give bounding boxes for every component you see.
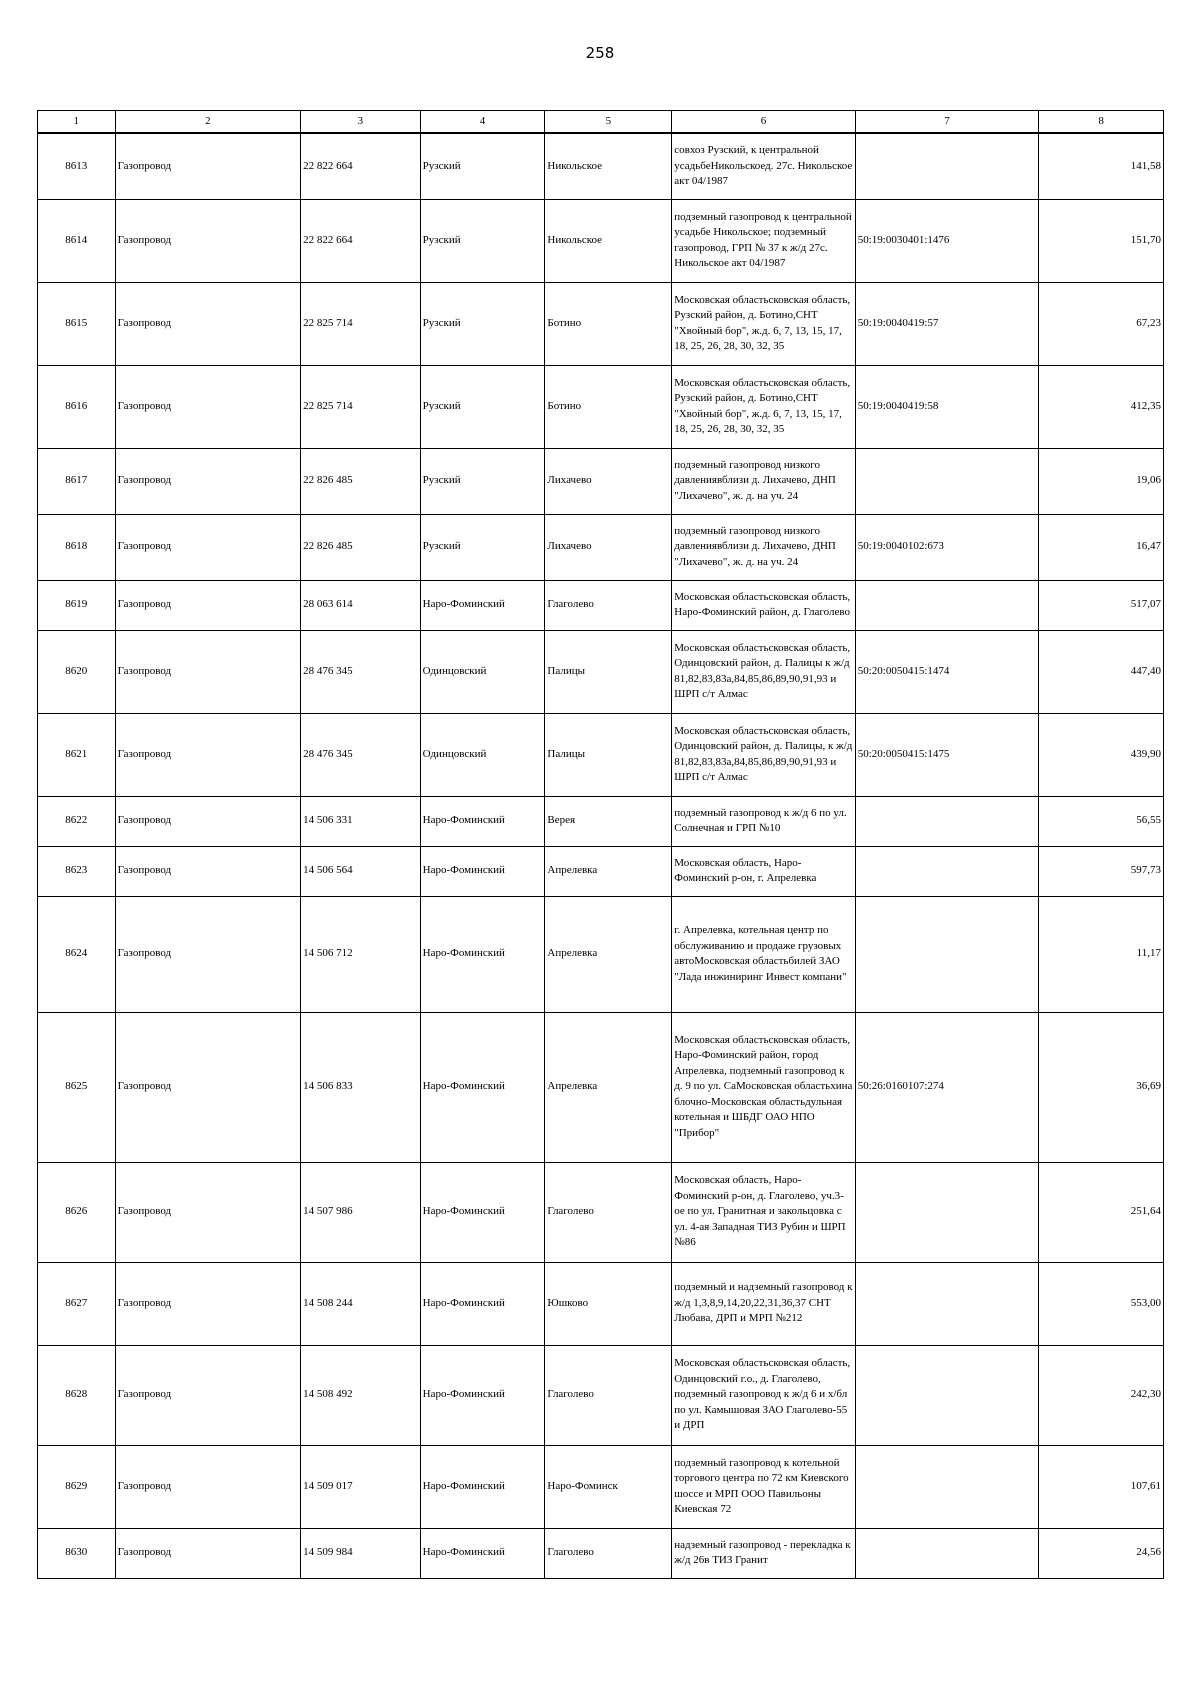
code-cell: 14 509 984 — [301, 1528, 421, 1578]
district-cell: Рузский — [420, 282, 545, 365]
code-cell: 14 508 244 — [301, 1262, 421, 1345]
table-row — [38, 896, 1164, 1012]
table-row — [38, 630, 1164, 713]
district-cell: Рузский — [420, 365, 545, 448]
code-cell: 14 506 712 — [301, 896, 421, 1012]
column-header: 1 — [38, 111, 116, 134]
cadastral-number-cell — [855, 448, 1038, 514]
address-cell: подземный газопровод низкого давлениявблизи д. Лихачево, ДНП "Лихачево", ж. д. на уч. 24 — [672, 448, 855, 514]
code-cell: 14 507 986 — [301, 1162, 421, 1262]
object-type-cell: Газопровод — [115, 199, 301, 282]
column-header: 5 — [545, 111, 672, 134]
page-number: 258 — [585, 44, 615, 62]
row-number-cell: 8619 — [38, 580, 116, 630]
locality-cell: Верея — [545, 796, 672, 846]
district-cell: Рузский — [420, 199, 545, 282]
row-number-cell: 8630 — [38, 1528, 116, 1578]
address-cell: совхоз Рузский, к центральной усадьбеНикольскоед. 27с. Никольское акт 04/1987 — [672, 133, 855, 199]
district-cell: Рузский — [420, 448, 545, 514]
cadastral-number-cell: 50:19:0030401:1476 — [855, 199, 1038, 282]
district-cell: Наро-Фоминский — [420, 580, 545, 630]
row-number-cell: 8616 — [38, 365, 116, 448]
cadastral-number-cell — [855, 1262, 1038, 1345]
row-number-cell: 8618 — [38, 514, 116, 580]
locality-cell: Глаголево — [545, 1528, 672, 1578]
length-value-cell: 412,35 — [1039, 365, 1164, 448]
length-value-cell: 16,47 — [1039, 514, 1164, 580]
row-number-cell: 8615 — [38, 282, 116, 365]
address-cell: Московская областьсковская область, Одинцовский район, д. Палицы, к ж/д 81,82,83,83а,84,85,86,89,90,91,93 и ШРП с/т Алмас — [672, 713, 855, 796]
object-type-cell: Газопровод — [115, 1162, 301, 1262]
cadastral-number-cell — [855, 796, 1038, 846]
cadastral-number-cell — [855, 1445, 1038, 1528]
table-row — [38, 1345, 1164, 1445]
row-number-cell: 8623 — [38, 846, 116, 896]
locality-cell: Наро-Фоминск — [545, 1445, 672, 1528]
length-value-cell: 141,58 — [1039, 133, 1164, 199]
address-cell: г. Апрелевка, котельная центр по обслуживанию и продаже грузовых автоМосковская областьбилей ЗАО "Лада инжиниринг Инвест компани" — [672, 896, 855, 1012]
address-cell: Московская областьсковская область, Рузский район, д. Ботино,СНТ "Хвойный бор", ж.д. 6, 7, 13, 15, 17, 18, 25, 26, 28, 30, 32, 35 — [672, 282, 855, 365]
cadastral-number-cell — [855, 896, 1038, 1012]
table-row — [38, 1528, 1164, 1578]
district-cell: Рузский — [420, 514, 545, 580]
row-number-cell: 8627 — [38, 1262, 116, 1345]
object-type-cell: Газопровод — [115, 1262, 301, 1345]
length-value-cell: 67,23 — [1039, 282, 1164, 365]
cadastral-number-cell — [855, 1162, 1038, 1262]
object-type-cell: Газопровод — [115, 713, 301, 796]
table-row — [38, 1162, 1164, 1262]
table-row — [38, 133, 1164, 199]
district-cell: Наро-Фоминский — [420, 796, 545, 846]
row-number-cell: 8620 — [38, 630, 116, 713]
length-value-cell: 597,73 — [1039, 846, 1164, 896]
code-cell: 14 508 492 — [301, 1345, 421, 1445]
row-number-cell: 8617 — [38, 448, 116, 514]
code-cell: 22 825 714 — [301, 365, 421, 448]
table-row — [38, 1262, 1164, 1345]
district-cell: Наро-Фоминский — [420, 1345, 545, 1445]
address-cell: Московская областьсковская область, Одинцовский район, д. Палицы к ж/д 81,82,83,83а,84,85,86,89,90,91,93 и ШРП с/т Алмас — [672, 630, 855, 713]
row-number-cell: 8624 — [38, 896, 116, 1012]
length-value-cell: 439,90 — [1039, 713, 1164, 796]
length-value-cell: 36,69 — [1039, 1012, 1164, 1162]
code-cell: 14 506 331 — [301, 796, 421, 846]
locality-cell: Лихачево — [545, 514, 672, 580]
locality-cell: Юшково — [545, 1262, 672, 1345]
object-type-cell: Газопровод — [115, 514, 301, 580]
cadastral-number-cell — [855, 133, 1038, 199]
locality-cell: Апрелевка — [545, 1012, 672, 1162]
row-number-cell: 8622 — [38, 796, 116, 846]
district-cell: Наро-Фоминский — [420, 846, 545, 896]
cadastral-number-cell: 50:20:0050415:1475 — [855, 713, 1038, 796]
district-cell: Наро-Фоминский — [420, 896, 545, 1012]
district-cell: Наро-Фоминский — [420, 1162, 545, 1262]
locality-cell: Ботино — [545, 282, 672, 365]
length-value-cell: 56,55 — [1039, 796, 1164, 846]
address-cell: подземный газопровод низкого давлениявблизи д. Лихачево, ДНП "Лихачево", ж. д. на уч. 24 — [672, 514, 855, 580]
table-row — [38, 846, 1164, 896]
address-cell: Московская областьсковская область, Наро-Фоминский район, д. Глаголево — [672, 580, 855, 630]
district-cell: Рузский — [420, 133, 545, 199]
district-cell: Наро-Фоминский — [420, 1262, 545, 1345]
object-type-cell: Газопровод — [115, 1012, 301, 1162]
cadastral-number-cell — [855, 580, 1038, 630]
locality-cell: Апрелевка — [545, 846, 672, 896]
district-cell: Одинцовский — [420, 713, 545, 796]
object-type-cell: Газопровод — [115, 580, 301, 630]
table-row — [38, 1012, 1164, 1162]
district-cell: Наро-Фоминский — [420, 1528, 545, 1578]
code-cell: 28 476 345 — [301, 630, 421, 713]
table-row — [38, 282, 1164, 365]
cadastral-number-cell — [855, 1345, 1038, 1445]
code-cell: 22 826 485 — [301, 448, 421, 514]
cadastral-number-cell: 50:19:0040419:57 — [855, 282, 1038, 365]
length-value-cell: 447,40 — [1039, 630, 1164, 713]
code-cell: 14 506 564 — [301, 846, 421, 896]
table-row — [38, 365, 1164, 448]
cadastral-number-cell — [855, 846, 1038, 896]
row-number-cell: 8621 — [38, 713, 116, 796]
code-cell: 28 063 614 — [301, 580, 421, 630]
length-value-cell: 553,00 — [1039, 1262, 1164, 1345]
object-type-cell: Газопровод — [115, 1528, 301, 1578]
row-number-cell: 8629 — [38, 1445, 116, 1528]
code-cell: 22 825 714 — [301, 282, 421, 365]
object-type-cell: Газопровод — [115, 796, 301, 846]
column-header: 7 — [855, 111, 1038, 134]
address-cell: Московская областьсковская область, Одинцовский г.о., д. Глаголево, подземный газопровод к ж/д 6 и х/бл по ул. Камышовая ЗАО Глаголево-55 и ДРП — [672, 1345, 855, 1445]
address-cell: Московская областьсковская область, Наро-Фоминский район, город Апрелевка, подземный газопровод к д. 9 по ул. СаМосковская областьхина блочно-Московская областьдульная котельная и ШБДГ ОАО НПО "Прибор" — [672, 1012, 855, 1162]
address-cell: подземный и надземный газопровод к ж/д 1,3,8,9,14,20,22,31,36,37 СНТ Любава, ДРП и МРП №212 — [672, 1262, 855, 1345]
column-header: 6 — [672, 111, 855, 134]
code-cell: 14 509 017 — [301, 1445, 421, 1528]
table-row — [38, 713, 1164, 796]
table-row — [38, 514, 1164, 580]
code-cell: 22 822 664 — [301, 199, 421, 282]
length-value-cell: 151,70 — [1039, 199, 1164, 282]
locality-cell: Глаголево — [545, 580, 672, 630]
column-header: 3 — [301, 111, 421, 134]
object-type-cell: Газопровод — [115, 448, 301, 514]
code-cell: 22 822 664 — [301, 133, 421, 199]
district-cell: Наро-Фоминский — [420, 1012, 545, 1162]
table-row — [38, 796, 1164, 846]
object-type-cell: Газопровод — [115, 1345, 301, 1445]
locality-cell: Никольское — [545, 199, 672, 282]
district-cell: Одинцовский — [420, 630, 545, 713]
row-number-cell: 8628 — [38, 1345, 116, 1445]
address-cell: подземный газопровод к центральной усадьбе Никольское; подземный газопровод, ГРП № 37 к ж/д 27с. Никольское акт 04/1987 — [672, 199, 855, 282]
object-type-cell: Газопровод — [115, 133, 301, 199]
length-value-cell: 11,17 — [1039, 896, 1164, 1012]
cadastral-number-cell: 50:19:0040419:58 — [855, 365, 1038, 448]
district-cell: Наро-Фоминский — [420, 1445, 545, 1528]
address-cell: подземный газопровод к котельной торгового центра по 72 км Киевского шоссе и МРП ООО Павильоны Киевская 72 — [672, 1445, 855, 1528]
locality-cell: Глаголево — [545, 1162, 672, 1262]
cadastral-number-cell: 50:19:0040102:673 — [855, 514, 1038, 580]
object-type-cell: Газопровод — [115, 282, 301, 365]
cadastral-number-cell: 50:20:0050415:1474 — [855, 630, 1038, 713]
address-cell: подземный газопровод к ж/д 6 по ул. Солнечная и ГРП №10 — [672, 796, 855, 846]
address-cell: Московская область, Наро-Фоминский р-он, д. Глаголево, уч.3-ое по ул. Гранитная и закольцовка с ул. 4-ая Западная ТИЗ Рубин и ШРП №86 — [672, 1162, 855, 1262]
object-type-cell: Газопровод — [115, 896, 301, 1012]
length-value-cell: 19,06 — [1039, 448, 1164, 514]
object-type-cell: Газопровод — [115, 1445, 301, 1528]
object-type-cell: Газопровод — [115, 630, 301, 713]
object-type-cell: Газопровод — [115, 846, 301, 896]
locality-cell: Никольское — [545, 133, 672, 199]
length-value-cell: 517,07 — [1039, 580, 1164, 630]
address-cell: Московская областьсковская область, Рузский район, д. Ботино,СНТ "Хвойный бор", ж.д. 6, 7, 13, 15, 17, 18, 25, 26, 28, 30, 32, 35 — [672, 365, 855, 448]
locality-cell: Лихачево — [545, 448, 672, 514]
column-header: 4 — [420, 111, 545, 134]
locality-cell: Палицы — [545, 630, 672, 713]
table-row — [38, 1445, 1164, 1528]
row-number-cell: 8626 — [38, 1162, 116, 1262]
address-cell: Московская область, Наро-Фоминский р-он, г. Апрелевка — [672, 846, 855, 896]
code-cell: 14 506 833 — [301, 1012, 421, 1162]
locality-cell: Ботино — [545, 365, 672, 448]
register-table — [37, 110, 1164, 1579]
header-row — [38, 111, 1164, 134]
cadastral-number-cell: 50:26:0160107:274 — [855, 1012, 1038, 1162]
table-row — [38, 580, 1164, 630]
code-cell: 22 826 485 — [301, 514, 421, 580]
row-number-cell: 8613 — [38, 133, 116, 199]
row-number-cell: 8625 — [38, 1012, 116, 1162]
length-value-cell: 251,64 — [1039, 1162, 1164, 1262]
column-header: 8 — [1039, 111, 1164, 134]
object-type-cell: Газопровод — [115, 365, 301, 448]
length-value-cell: 24,56 — [1039, 1528, 1164, 1578]
table-row — [38, 448, 1164, 514]
table-row — [38, 199, 1164, 282]
length-value-cell: 242,30 — [1039, 1345, 1164, 1445]
column-header: 2 — [115, 111, 301, 134]
locality-cell: Апрелевка — [545, 896, 672, 1012]
code-cell: 28 476 345 — [301, 713, 421, 796]
length-value-cell: 107,61 — [1039, 1445, 1164, 1528]
address-cell: надземный газопровод - перекладка к ж/д 26в ТИЗ Гранит — [672, 1528, 855, 1578]
locality-cell: Палицы — [545, 713, 672, 796]
cadastral-number-cell — [855, 1528, 1038, 1578]
row-number-cell: 8614 — [38, 199, 116, 282]
locality-cell: Глаголево — [545, 1345, 672, 1445]
